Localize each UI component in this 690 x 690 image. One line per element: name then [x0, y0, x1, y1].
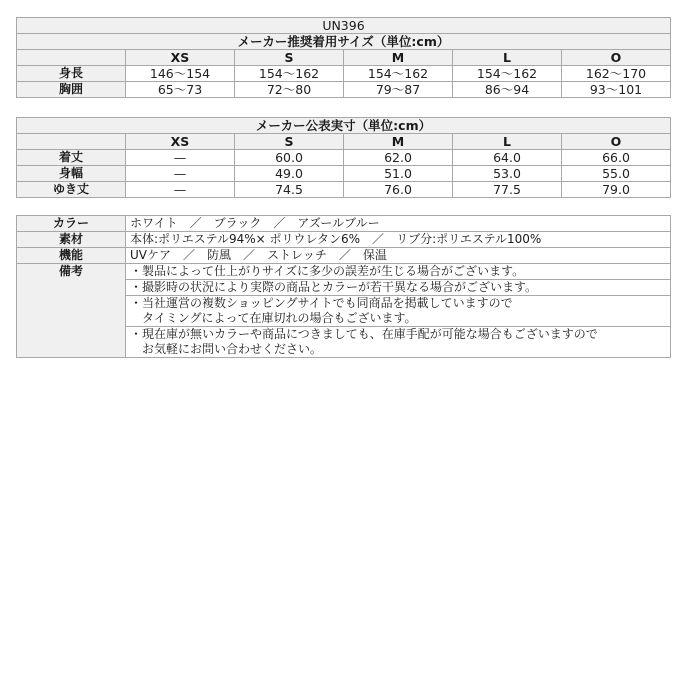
size-header-m: M — [344, 134, 453, 150]
row-label-height: 身長 — [17, 66, 126, 82]
cell: 72～80 — [235, 82, 344, 98]
recommended-size-table — [16, 17, 671, 98]
header-blank — [17, 50, 126, 66]
cell: — — [126, 182, 235, 198]
size-header-o: O — [562, 50, 671, 66]
cell: 55.0 — [562, 166, 671, 182]
table-row — [17, 166, 671, 182]
note-item — [126, 327, 671, 358]
cell: 146～154 — [126, 66, 235, 82]
header-blank — [17, 134, 126, 150]
note-line: タイミングによって在庫切れの場合もございます。 — [130, 311, 417, 325]
cell: 62.0 — [344, 150, 453, 166]
size-header-s: S — [235, 134, 344, 150]
material-value: 本体:ポリエステル94%× ポリウレタン6% ／ リブ分:ポリエステル100% — [126, 232, 671, 248]
function-label: 機能 — [17, 248, 126, 264]
cell: 65～73 — [126, 82, 235, 98]
note-item — [126, 280, 671, 296]
note-line: ・現在庫が無いカラーや商品につきましても、在庫手配が可能な場合もございますので — [130, 327, 598, 341]
cell: 154～162 — [453, 66, 562, 82]
table-row — [17, 150, 671, 166]
cell: — — [126, 166, 235, 182]
row-label-chest: 胸囲 — [17, 82, 126, 98]
cell: 77.5 — [453, 182, 562, 198]
note-line: ・撮影時の状況により実際の商品とカラーが若干異なる場合がございます。 — [130, 280, 538, 294]
cell: 79～87 — [344, 82, 453, 98]
color-label: カラー — [17, 216, 126, 232]
cell: 86～94 — [453, 82, 562, 98]
cell: 79.0 — [562, 182, 671, 198]
size-header-row — [17, 134, 671, 150]
cell: 154～162 — [235, 66, 344, 82]
cell: 64.0 — [453, 150, 562, 166]
table-row — [17, 216, 671, 232]
cell: 66.0 — [562, 150, 671, 166]
cell: 53.0 — [453, 166, 562, 182]
size-header-l: L — [453, 134, 562, 150]
cell: 49.0 — [235, 166, 344, 182]
table-row — [17, 264, 671, 280]
row-label-width: 身幅 — [17, 166, 126, 182]
cell: 93～101 — [562, 82, 671, 98]
cell: 51.0 — [344, 166, 453, 182]
note-line: ・製品によって仕上がりサイズに多少の誤差が生じる場合がございます。 — [130, 264, 525, 278]
row-label-sleeve: ゆき丈 — [17, 182, 126, 198]
measurement-title: メーカー公表実寸（単位:cm） — [17, 118, 671, 134]
size-header-xs: XS — [126, 134, 235, 150]
size-header-m: M — [344, 50, 453, 66]
notes-label: 備考 — [17, 264, 126, 358]
note-item — [126, 296, 671, 327]
recommended-size-subtitle: メーカー推奨着用サイズ（単位:cm） — [17, 34, 671, 50]
table-row — [17, 82, 671, 98]
cell: — — [126, 150, 235, 166]
size-header-s: S — [235, 50, 344, 66]
measurement-table — [16, 117, 671, 198]
cell: 162～170 — [562, 66, 671, 82]
material-label: 素材 — [17, 232, 126, 248]
note-line: お気軽にお問い合わせください。 — [130, 342, 323, 356]
note-item — [126, 264, 671, 280]
color-value: ホワイト ／ ブラック ／ アズールブルー — [126, 216, 671, 232]
function-value: UVケア ／ 防風 ／ ストレッチ ／ 保温 — [126, 248, 671, 264]
size-header-l: L — [453, 50, 562, 66]
cell: 76.0 — [344, 182, 453, 198]
size-header-row — [17, 50, 671, 66]
table-row — [17, 66, 671, 82]
table-row — [17, 248, 671, 264]
note-line: ・当社運営の複数ショッピングサイトでも同商品を掲載していますので — [130, 296, 513, 310]
cell: 60.0 — [235, 150, 344, 166]
table-row — [17, 182, 671, 198]
size-header-o: O — [562, 134, 671, 150]
cell: 74.5 — [235, 182, 344, 198]
spec-table — [16, 215, 671, 358]
cell: 154～162 — [344, 66, 453, 82]
size-header-xs: XS — [126, 50, 235, 66]
row-label-length: 着丈 — [17, 150, 126, 166]
table-row — [17, 232, 671, 248]
product-code-title: UN396 — [17, 18, 671, 34]
